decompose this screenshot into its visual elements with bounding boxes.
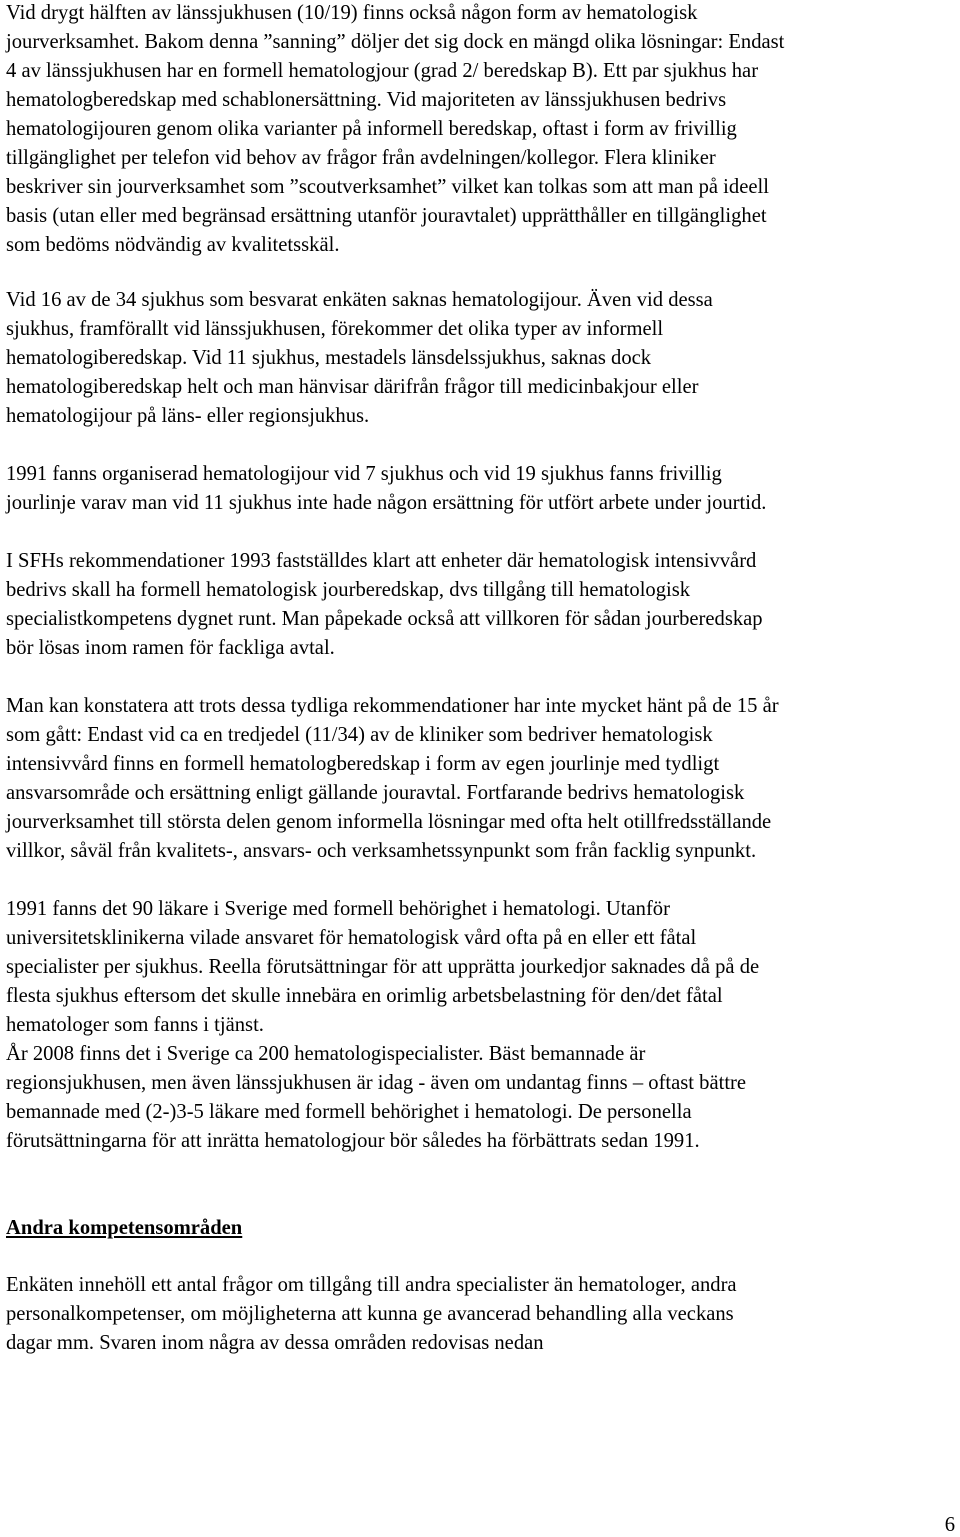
page-number: 6 xyxy=(944,1514,955,1536)
text-line: Man kan konstatera att trots dessa tydliga rekommendationer har inte mycket hänt på de 15 år xyxy=(6,695,779,717)
text-line: personalkompetenser, om möjligheterna att kunna ge avancerad behandling alla veckans xyxy=(6,1303,734,1325)
text-line: hematologijouren genom olika varianter på informell beredskap, oftast i form av frivillig xyxy=(6,118,737,140)
text-line: bör lösas inom ramen för fackliga avtal. xyxy=(6,637,335,659)
section-heading: Andra kompetensområden xyxy=(6,1217,243,1239)
text-line: bemannade med (2-)3-5 läkare med formell behörighet i hematologi. De personella xyxy=(6,1101,692,1123)
text-line: tillgänglighet per telefon vid behov av frågor från avdelningen/kollegor. Flera kliniker xyxy=(6,147,716,169)
text-line: sjukhus, framförallt vid länssjukhusen, förekommer det olika typer av informell xyxy=(6,318,664,340)
text-line: hematologiberedskap helt och man hänvisar därifrån frågor till medicinbakjour eller xyxy=(6,376,699,398)
text-line: specialister per sjukhus. Reella förutsättningar för att upprätta jourkedjor saknades då på de xyxy=(6,956,760,978)
text-line: 4 av länssjukhusen har en formell hematologjour (grad 2/ beredskap B). Ett par sjukhus har xyxy=(6,60,759,82)
text-line: jourverksamhet till största delen genom informella lösningar med ofta helt otillfredsställande xyxy=(6,811,772,833)
text-line: basis (utan eller med begränsad ersättning utanför jouravtalet) upprätthåller en tillgänglighet xyxy=(6,205,767,227)
text-line: jourlinje varav man vid 11 sjukhus inte hade någon ersättning för utfört arbete under jourtid. xyxy=(6,492,767,514)
text-line: dagar mm. Svaren inom några av dessa områden redovisas nedan xyxy=(6,1332,544,1354)
text-line: som bedöms nödvändig av kvalitetsskäl. xyxy=(6,234,340,256)
text-line: hematologijour på läns- eller regionsjukhus. xyxy=(6,405,370,427)
text-line: intensivvård finns en formell hematologberedskap i form av egen jourlinje med tydligt xyxy=(6,753,720,775)
text-line: villkor, såväl från kvalitets-, ansvars- och verksamhetssynpunkt som från facklig synpunkt. xyxy=(6,840,757,862)
text-line: regionsjukhusen, men även länssjukhusen är idag - även om undantag finns – oftast bättre xyxy=(6,1072,747,1094)
text-line: jourverksamhet. Bakom denna ”sanning” döljer det sig dock en mängd olika lösningar: Endast xyxy=(6,31,785,53)
text-line: förutsättningarna för att inrätta hematologjour bör således ha förbättrats sedan 1991. xyxy=(6,1130,700,1152)
paragraph-jourverksamhet-lanssjukhus xyxy=(6,0,954,260)
text-line: 1991 fanns det 90 läkare i Sverige med formell behörighet i hematologi. Utanför xyxy=(6,898,670,920)
text-line: universitetsklinikerna vilade ansvaret för hematologisk vård ofta på en eller ett fåtal xyxy=(6,927,697,949)
text-line: Vid drygt hälften av länssjukhusen (10/19) finns också någon form av hematologisk xyxy=(6,2,698,24)
text-line: Enkäten innehöll ett antal frågor om tillgång till andra specialister än hematologer, andra xyxy=(6,1274,737,1296)
text-line: beskriver sin jourverksamhet som ”scoutverksamhet” vilket kan tolkas som att man på ideell xyxy=(6,176,769,198)
text-line: År 2008 finns det i Sverige ca 200 hematologispecialister. Bäst bemannade är xyxy=(6,1043,646,1065)
text-line: I SFHs rekommendationer 1993 fastställdes klart att enheter där hematologisk intensivvård xyxy=(6,550,757,572)
paragraph-konstatera xyxy=(6,692,954,866)
paragraph-saknas-hematologijour xyxy=(6,286,954,431)
text-line: Vid 16 av de 34 sjukhus som besvarat enkäten saknas hematologijour. Även vid dessa xyxy=(6,289,713,311)
paragraph-1991-jour xyxy=(6,460,954,518)
text-line: specialistkompetens dygnet runt. Man påpekade också att villkoren för sådan jourberedskap xyxy=(6,608,763,630)
text-line: hematologer som fanns i tjänst. xyxy=(6,1014,264,1036)
paragraph-enkaten xyxy=(6,1271,954,1358)
text-line: hematologiberedskap. Vid 11 sjukhus, mestadels länsdelssjukhus, saknas dock xyxy=(6,347,652,369)
text-line: hematologberedskap med schablonersättning. Vid majoriteten av länssjukhusen bedrivs xyxy=(6,89,727,111)
paragraph-sfh-rekommendationer xyxy=(6,547,954,663)
text-line: flesta sjukhus eftersom det skulle innebära en orimlig arbetsbelastning för den/det fåtal xyxy=(6,985,723,1007)
text-line: som gått: Endast vid ca en tredjedel (11/34) av de kliniker som bedriver hematologisk xyxy=(6,724,713,746)
paragraph-lakare-1991-2008 xyxy=(6,895,954,1156)
text-line: 1991 fanns organiserad hematologijour vid 7 sjukhus och vid 19 sjukhus fanns frivillig xyxy=(6,463,722,485)
text-line: bedrivs skall ha formell hematologisk jourberedskap, dvs tillgång till hematologisk xyxy=(6,579,691,601)
text-line: ansvarsområde och ersättning enligt gällande jouravtal. Fortfarande bedrivs hematologisk xyxy=(6,782,745,804)
